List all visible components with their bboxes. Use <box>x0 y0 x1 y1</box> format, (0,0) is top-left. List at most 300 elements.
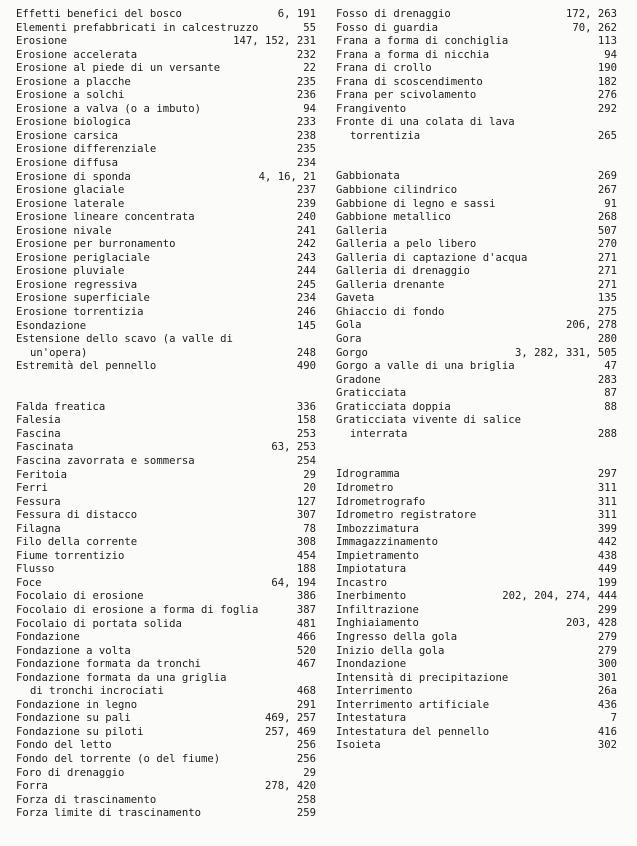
index-term: Fondazione <box>16 631 80 644</box>
index-entry <box>16 509 316 523</box>
index-entry <box>336 306 617 320</box>
index-entry <box>336 170 617 184</box>
index-entry <box>336 577 617 591</box>
index-term: Fascinata <box>16 441 74 454</box>
index-term: Gradone <box>336 373 381 386</box>
page-references: 311 <box>597 481 617 494</box>
index-term: Idrometro registratore <box>336 509 477 522</box>
page-references: 242 <box>296 238 316 251</box>
index-term: Filagna <box>16 522 61 535</box>
index-entry <box>16 35 316 49</box>
index-entry <box>336 645 617 659</box>
index-entry <box>336 428 617 442</box>
page-references: 386 <box>296 590 316 603</box>
page-references: 253 <box>296 427 316 440</box>
index-term: Inondazione <box>336 658 407 671</box>
index-term: Fondazione formata da tronchi <box>16 658 201 671</box>
index-term: Erosione superficiale <box>16 292 150 305</box>
page-references: 91 <box>604 197 617 210</box>
index-term: Gora <box>336 333 362 346</box>
index-term: Fondo del torrente (o del fiume) <box>16 752 221 765</box>
index-column-right <box>336 8 617 753</box>
index-entry <box>336 550 617 564</box>
index-term: Frana a forma di conchiglia <box>336 35 509 48</box>
index-term: Inerbimento <box>336 590 407 603</box>
page-references: 190 <box>597 62 617 75</box>
page-references: 256 <box>296 752 316 765</box>
page-references: 244 <box>296 265 316 278</box>
index-entry <box>16 482 316 496</box>
page-references: 468 <box>296 685 316 698</box>
page-references: 64, 194 <box>271 576 316 589</box>
index-term: Fondazione su pali <box>16 712 131 725</box>
page-references: 248 <box>296 346 316 359</box>
index-term: Foro di drenaggio <box>16 766 125 779</box>
page-references: 236 <box>296 89 316 102</box>
index-entry <box>16 469 316 483</box>
index-term: Erosione regressiva <box>16 278 138 291</box>
page-references: 399 <box>597 522 617 535</box>
page-references: 238 <box>296 129 316 142</box>
index-term: Fondo del letto <box>16 739 112 752</box>
index-entry <box>336 76 617 90</box>
index-entry <box>336 292 617 306</box>
index-entry <box>336 401 617 415</box>
index-entry <box>336 279 617 293</box>
index-entry <box>16 265 316 279</box>
index-term: Ghiaccio di fondo <box>336 305 445 318</box>
page-references: 87 <box>604 387 617 400</box>
index-term: Intestatura del pennello <box>336 725 490 738</box>
index-entry <box>336 333 617 347</box>
index-term: Idrometro <box>336 481 394 494</box>
index-entry <box>336 685 617 699</box>
index-term: Fondazione su piloti <box>16 725 144 738</box>
page-references: 336 <box>296 400 316 413</box>
index-term: interrata <box>350 427 408 440</box>
index-entry <box>16 563 316 577</box>
page-references: 288 <box>597 427 617 440</box>
page-references: 29 <box>303 766 316 779</box>
index-term: Ferri <box>16 482 48 495</box>
page-references: 256 <box>296 739 316 752</box>
page-references: 301 <box>597 671 617 684</box>
index-term: Gabbionata <box>336 170 400 183</box>
page-references: 481 <box>296 617 316 630</box>
index-entry <box>336 252 617 266</box>
page-references: 4, 16, 21 <box>258 170 316 183</box>
index-term: Fascina <box>16 427 61 440</box>
index-term: Gorgo a valle di una briglia <box>336 360 515 373</box>
index-term: Erosione periglaciale <box>16 251 150 264</box>
page-references: 20 <box>303 482 316 495</box>
index-entry <box>16 333 316 347</box>
index-entry <box>16 699 316 713</box>
page-references: 507 <box>597 224 617 237</box>
page-references: 245 <box>296 278 316 291</box>
index-entry <box>336 658 617 672</box>
index-term: Elementi prefabbricati in calcestruzzo <box>16 21 259 34</box>
index-term: Intestatura <box>336 712 407 725</box>
index-entry <box>16 590 316 604</box>
page-references: 182 <box>597 75 617 88</box>
index-column-left <box>16 8 316 821</box>
index-entry <box>16 279 316 293</box>
index-entry <box>16 171 316 185</box>
index-term: di tronchi incrociati <box>30 685 164 698</box>
index-term: Estensione dello scavo (a valle di <box>16 333 233 346</box>
page-references: 416 <box>597 725 617 738</box>
index-section <box>16 8 316 374</box>
index-term: Impiotatura <box>336 563 407 576</box>
page-references: 232 <box>296 48 316 61</box>
index-entry <box>336 8 617 22</box>
page-references: 436 <box>597 698 617 711</box>
index-entry <box>336 482 617 496</box>
index-term: Gaveta <box>336 292 375 305</box>
index-entry <box>336 319 617 333</box>
index-term: Forza di trascinamento <box>16 793 157 806</box>
index-term: Erosione diffusa <box>16 157 119 170</box>
page-references: 467 <box>296 658 316 671</box>
page-references: 29 <box>303 468 316 481</box>
index-entry <box>16 536 316 550</box>
index-entry <box>336 509 617 523</box>
index-term: Erosione pluviale <box>16 265 125 278</box>
index-entry <box>336 631 617 645</box>
page-references: 311 <box>597 495 617 508</box>
index-term: torrentizia <box>350 129 421 142</box>
page-references: 279 <box>597 630 617 643</box>
index-term: Frana a forma di nicchia <box>336 48 490 61</box>
index-term: Erosione <box>16 35 68 48</box>
page-references: 299 <box>597 603 617 616</box>
page-references: 265 <box>597 129 617 142</box>
index-entry <box>16 455 316 469</box>
index-entry <box>336 374 617 388</box>
index-term: Isoieta <box>336 739 381 752</box>
page-references: 55 <box>303 21 316 34</box>
index-term: Intensità di precipitazione <box>336 671 509 684</box>
page-references: 113 <box>597 35 617 48</box>
index-term: Graticciata <box>336 387 407 400</box>
index-entry <box>16 807 316 821</box>
index-term: Fronte di una colata di lava <box>336 116 515 129</box>
index-entry <box>16 441 316 455</box>
index-term: Erosione lineare concentrata <box>16 211 195 224</box>
page-references: 234 <box>296 292 316 305</box>
page-references: 267 <box>597 184 617 197</box>
index-entry <box>16 143 316 157</box>
index-entry <box>16 49 316 63</box>
index-term: Fessura <box>16 495 61 508</box>
index-term: Focolaio di erosione <box>16 590 144 603</box>
index-term: Falda freatica <box>16 400 106 413</box>
index-term: Fondazione a volta <box>16 644 131 657</box>
page-references: 271 <box>597 265 617 278</box>
index-entry <box>336 130 617 144</box>
index-term: Idrogramma <box>336 468 400 481</box>
page-references: 311 <box>597 509 617 522</box>
index-term: Fessura di distacco <box>16 509 138 522</box>
index-entry <box>336 739 617 753</box>
page-references: 292 <box>597 102 617 115</box>
page-references: 172, 263 <box>565 8 617 20</box>
index-entry <box>16 577 316 591</box>
index-term: Galleria drenante <box>336 278 445 291</box>
page-references: 257, 469 <box>264 725 316 738</box>
index-term: Ingresso della gola <box>336 630 458 643</box>
index-entry <box>336 672 617 686</box>
index-entry <box>336 590 617 604</box>
page-references: 258 <box>296 793 316 806</box>
index-term: Flusso <box>16 563 55 576</box>
page-references: 454 <box>296 549 316 562</box>
index-entry <box>336 699 617 713</box>
page-references: 6, 191 <box>277 8 316 20</box>
page-references: 47 <box>604 360 617 373</box>
index-term: Fondazione formata da una griglia <box>16 671 227 684</box>
index-entry <box>336 89 617 103</box>
index-term: Impietramento <box>336 549 419 562</box>
index-term: Forza limite di trascinamento <box>16 807 201 820</box>
index-entry <box>16 428 316 442</box>
index-entry <box>16 658 316 672</box>
index-term: Erosione differenziale <box>16 143 157 156</box>
page-references: 259 <box>296 807 316 820</box>
index-term: Infiltrazione <box>336 603 419 616</box>
index-entry <box>336 62 617 76</box>
index-entry <box>336 387 617 401</box>
page-references: 237 <box>296 184 316 197</box>
index-term: Imbozzimatura <box>336 522 419 535</box>
index-entry <box>336 523 617 537</box>
page-references: 469, 257 <box>264 712 316 725</box>
page-references: 206, 278 <box>565 319 617 332</box>
page-references: 283 <box>597 373 617 386</box>
index-term: Erosione al piede di un versante <box>16 62 221 75</box>
index-term: Erosione accelerata <box>16 48 138 61</box>
index-entry <box>16 116 316 130</box>
index-entry <box>16 414 316 428</box>
index-term: Interrimento <box>336 685 413 698</box>
index-entry <box>16 739 316 753</box>
index-term: Galleria a pelo libero <box>336 238 477 251</box>
index-term: Galleria di captazione d'acqua <box>336 251 528 264</box>
index-entry <box>16 645 316 659</box>
page-references: 94 <box>303 102 316 115</box>
index-entry <box>16 347 316 361</box>
index-entry <box>16 496 316 510</box>
page-references: 268 <box>597 211 617 224</box>
index-entry <box>16 767 316 781</box>
page-references: 188 <box>296 563 316 576</box>
index-entry <box>16 184 316 198</box>
index-entry <box>336 617 617 631</box>
index-term: Erosione a valva (o a imbuto) <box>16 102 201 115</box>
page-references: 88 <box>604 400 617 413</box>
index-entry <box>336 225 617 239</box>
page-references: 241 <box>296 224 316 237</box>
index-entry <box>16 360 316 374</box>
page-references: 22 <box>303 62 316 75</box>
index-entry <box>16 401 316 415</box>
index-term: Frana di scoscendimento <box>336 75 483 88</box>
index-term: Idrometrografo <box>336 495 426 508</box>
index-entry <box>16 238 316 252</box>
index-entry <box>16 631 316 645</box>
index-entry <box>16 62 316 76</box>
page-references: 466 <box>296 631 316 644</box>
index-entry <box>16 76 316 90</box>
index-entry <box>16 726 316 740</box>
page-references: 7 <box>610 712 617 725</box>
index-term: Erosione a solchi <box>16 89 125 102</box>
index-entry <box>16 198 316 212</box>
page-references: 239 <box>296 197 316 210</box>
page-references: 297 <box>597 468 617 481</box>
index-term: Falesia <box>16 414 61 427</box>
page-references: 438 <box>597 549 617 562</box>
index-entry <box>16 130 316 144</box>
page-references: 240 <box>296 211 316 224</box>
page-references: 270 <box>597 238 617 251</box>
page-references: 135 <box>597 292 617 305</box>
index-entry <box>336 211 617 225</box>
index-entry <box>336 103 617 117</box>
index-entry <box>16 685 316 699</box>
index-term: Gabbione di legno e sassi <box>336 197 496 210</box>
index-entry <box>16 252 316 266</box>
page-references: 70, 262 <box>572 21 617 34</box>
index-term: Erosione di sponda <box>16 170 131 183</box>
index-section <box>336 8 617 143</box>
index-term: Gola <box>336 319 362 332</box>
section-gap <box>336 441 617 468</box>
index-term: Frana per scivolamento <box>336 89 477 102</box>
index-term: Inizio della gola <box>336 644 445 657</box>
index-entry <box>16 753 316 767</box>
index-term: Inghiaiamento <box>336 617 419 630</box>
index-entry <box>16 22 316 36</box>
index-term: Immagazzinamento <box>336 536 439 549</box>
index-term: Erosione a placche <box>16 75 131 88</box>
index-entry <box>16 550 316 564</box>
index-term: Erosione glaciale <box>16 184 125 197</box>
page-references: 202, 204, 274, 444 <box>502 590 617 603</box>
index-entry <box>336 360 617 374</box>
index-entry <box>16 306 316 320</box>
page-references: 235 <box>296 75 316 88</box>
index-entry <box>336 726 617 740</box>
page-references: 279 <box>597 644 617 657</box>
page-references: 291 <box>296 698 316 711</box>
page-references: 78 <box>303 522 316 535</box>
index-term: Filo della corrente <box>16 536 138 549</box>
index-entry <box>336 184 617 198</box>
index-term: Gabbione metallico <box>336 211 451 224</box>
index-entry <box>336 414 617 428</box>
index-section <box>16 401 316 821</box>
index-entry <box>336 35 617 49</box>
index-term: Gorgo <box>336 346 368 359</box>
page-references: 442 <box>597 536 617 549</box>
index-entry <box>336 347 617 361</box>
index-entry <box>16 780 316 794</box>
index-term: un'opera) <box>30 346 88 359</box>
page-references: 276 <box>597 89 617 102</box>
index-term: Erosione laterale <box>16 197 125 210</box>
index-entry <box>336 536 617 550</box>
index-entry <box>16 225 316 239</box>
index-entry <box>336 238 617 252</box>
index-term: Graticciata vivente di salice <box>336 414 521 427</box>
index-term: Fosso di drenaggio <box>336 8 451 20</box>
page-references: 26a <box>597 685 617 698</box>
index-entry <box>336 496 617 510</box>
index-term: Focolaio di erosione a forma di foglia <box>16 603 259 616</box>
index-term: Gabbione cilindrico <box>336 184 458 197</box>
index-entry <box>16 157 316 171</box>
page-references: 387 <box>296 603 316 616</box>
index-term: Erosione nivale <box>16 224 112 237</box>
page-references: 302 <box>597 739 617 752</box>
index-term: Interrimento artificiale <box>336 698 490 711</box>
index-term: Erosione biologica <box>16 116 131 129</box>
index-entry <box>16 794 316 808</box>
index-entry <box>16 89 316 103</box>
section-gap <box>336 143 617 170</box>
page-references: 233 <box>296 116 316 129</box>
index-term: Fosso di guardia <box>336 21 439 34</box>
page-references: 278, 420 <box>264 780 316 793</box>
index-term: Esondazione <box>16 319 87 332</box>
section-gap <box>16 374 316 401</box>
index-term: Erosione per burronamento <box>16 238 176 251</box>
index-entry <box>16 292 316 306</box>
page-references: 3, 282, 331, 505 <box>514 346 617 359</box>
page-references: 199 <box>597 576 617 589</box>
page-references: 203, 428 <box>565 617 617 630</box>
page-references: 147, 152, 231 <box>233 35 316 48</box>
index-entry <box>16 523 316 537</box>
index-entry <box>16 8 316 22</box>
index-term: Fondazione in legno <box>16 698 138 711</box>
index-entry <box>336 468 617 482</box>
index-entry <box>336 604 617 618</box>
index-entry <box>336 22 617 36</box>
index-term: Estremità del pennello <box>16 360 157 373</box>
page-references: 234 <box>296 157 316 170</box>
index-entry <box>336 49 617 63</box>
page-references: 127 <box>296 495 316 508</box>
index-term: Effetti benefici del bosco <box>16 8 182 20</box>
index-term: Galleria <box>336 224 388 237</box>
index-entry <box>16 604 316 618</box>
page-references: 254 <box>296 454 316 467</box>
page-references: 271 <box>597 278 617 291</box>
index-section <box>336 468 617 752</box>
index-term: Foce <box>16 576 42 589</box>
index-term: Frangivento <box>336 102 407 115</box>
index-term: Graticciata doppia <box>336 400 451 413</box>
index-entry <box>16 211 316 225</box>
page-references: 145 <box>296 319 316 332</box>
page-references: 63, 253 <box>271 441 316 454</box>
index-term: Incastro <box>336 576 388 589</box>
page-references: 243 <box>296 251 316 264</box>
index-entry <box>16 618 316 632</box>
